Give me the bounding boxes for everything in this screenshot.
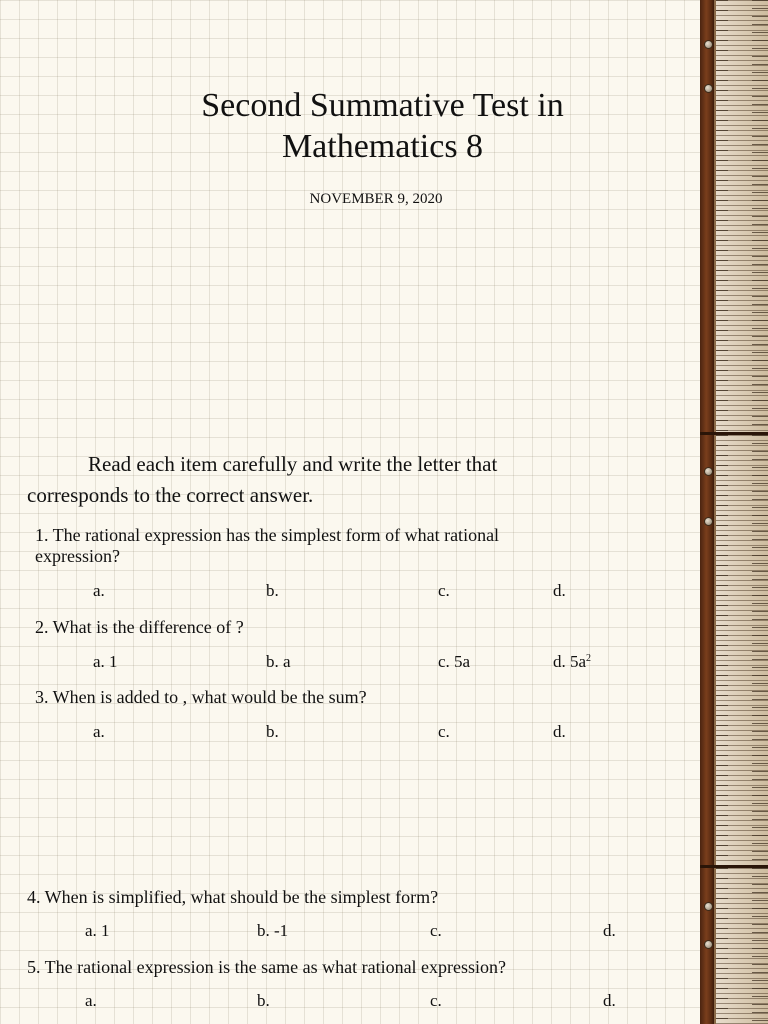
question-4-option-a: a. 1 — [85, 921, 110, 940]
question-3-option-d: d. — [553, 722, 566, 741]
question-5-option-d: d. — [603, 991, 616, 1010]
question-1-option-b: b. — [266, 581, 279, 600]
ruler-segment-top — [700, 0, 768, 432]
test-date: NOVEMBER 9, 2020 — [309, 191, 443, 207]
instructions-line-2: corresponds to the correct answer. — [27, 483, 314, 507]
ruler-decoration — [700, 0, 768, 1024]
question-3-option-a: a. — [93, 722, 105, 741]
instructions-line-1: Read each item carefully and write the letter that — [88, 452, 498, 476]
question-3-option-c: c. — [438, 722, 450, 741]
question-1-text-cont: expression? — [35, 546, 120, 566]
question-3-text: 3. When is added to , what would be the sum? — [35, 687, 367, 707]
question-1-option-c: c. — [438, 581, 450, 600]
question-4-text: 4. When is simplified, what should be the simplest form? — [27, 887, 439, 907]
question-5-text: 5. The rational expression is the same as what rational expression? — [27, 957, 507, 977]
question-3-option-b: b. — [266, 722, 279, 741]
question-5-option-b: b. — [257, 991, 270, 1010]
question-2-text: 2. What is the difference of ? — [35, 617, 244, 637]
question-2-option-c: c. 5a — [438, 652, 471, 671]
question-2-option-a: a. 1 — [93, 652, 118, 671]
ruler-segment-middle — [700, 435, 768, 865]
question-4-option-d: d. — [603, 921, 616, 940]
ruler-segment-bottom — [700, 868, 768, 1024]
question-1-option-d: d. — [553, 581, 566, 600]
question-2-option-d — [553, 652, 591, 672]
question-1-text: 1. The rational expression has the simplest form of what rational — [35, 525, 500, 545]
question-2-option-d-exponent: 2 — [586, 653, 592, 664]
question-4-option-c: c. — [430, 921, 442, 940]
question-5-option-a: a. — [85, 991, 97, 1010]
question-5-option-c: c. — [430, 991, 442, 1010]
question-2-option-d-text: d. 5a — [553, 652, 587, 671]
question-2-option-b: b. a — [266, 652, 291, 671]
question-1-option-a: a. — [93, 581, 105, 600]
title-line-1: Second Summative Test in — [201, 87, 564, 124]
question-4-option-b: b. -1 — [257, 921, 289, 940]
title-line-2: Mathematics 8 — [281, 128, 484, 165]
